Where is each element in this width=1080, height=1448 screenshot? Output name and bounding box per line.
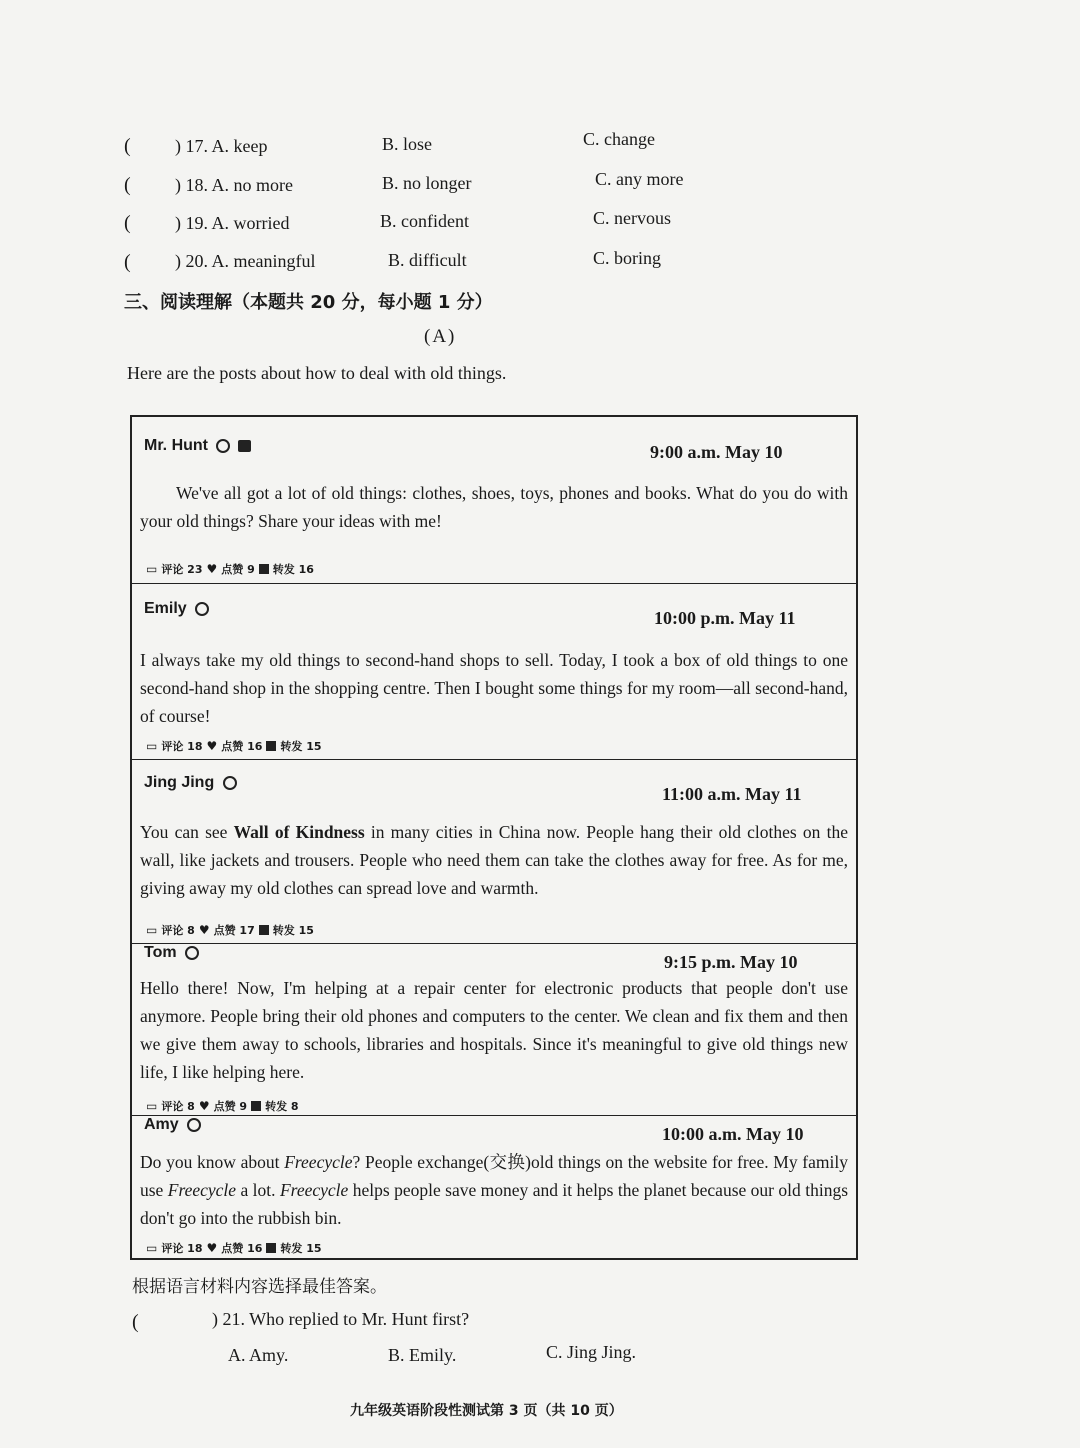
post-body: We've all got a lot of old things: clothes, shoes, toys, phones and books. What do you do with your old things? Share your ideas with me! — [140, 483, 848, 531]
body-text: Do you know about — [140, 1152, 285, 1172]
like-count: 点赞 9 — [221, 563, 255, 576]
body-text: You can see — [140, 822, 234, 842]
q19 — [124, 212, 131, 235]
share-icon — [266, 741, 276, 751]
comment-icon: ▭ — [146, 1099, 158, 1113]
body-text: helps people save money and it helps the planet because our old things don't go into the rubbish bin. — [140, 1180, 849, 1228]
q21-option-b: B. Emily. — [388, 1345, 457, 1365]
share-count: 转发 16 — [272, 563, 314, 576]
heart-icon: ♥ — [206, 1241, 218, 1255]
post-amy — [132, 1115, 856, 1258]
bag-icon — [238, 440, 251, 452]
like-count: 点赞 17 — [213, 924, 255, 937]
smiley-icon — [216, 439, 230, 453]
smiley-icon — [185, 946, 199, 960]
smiley-icon — [187, 1118, 201, 1132]
q19-option-a: ) 19. A. worried — [175, 213, 290, 233]
share-icon — [259, 564, 269, 574]
comment-icon: ▭ — [146, 1241, 158, 1255]
share-count: 转发 15 — [280, 740, 322, 753]
author-name: Emily — [144, 600, 187, 617]
post-time: 11:00 a.m. May 11 — [662, 784, 802, 804]
post-stats — [146, 1098, 299, 1114]
post-body: Hello there! Now, I'm helping at a repair center for electronic products that people don't use anymore. People bring their old phones and computers to the center. We clean and fix them and then we give them away to schools, libraries and hospitals. Since it's meaningful to give old things new life, I like helping here. — [140, 978, 848, 1082]
post-body: I always take my old things to second-hand shops to sell. Today, I took a box of old things to one second-hand shop in the shopping centre. Then I bought some things for my room—all second-hand, of course! — [140, 650, 848, 726]
comment-count: 评论 18 — [161, 1242, 203, 1255]
smiley-icon — [223, 776, 237, 790]
post-stats — [146, 561, 314, 577]
share-count: 转发 15 — [272, 924, 314, 937]
author-name: Tom — [144, 944, 177, 961]
comment-count: 评论 8 — [161, 1100, 195, 1113]
answer-paren: ( — [124, 174, 131, 196]
post-time: 9:00 a.m. May 10 — [650, 442, 783, 462]
post-time: 10:00 p.m. May 11 — [654, 608, 796, 628]
post-tom — [132, 943, 856, 1115]
heart-icon: ♥ — [198, 1099, 210, 1113]
q17-option-a: ) 17. A. keep — [175, 136, 268, 156]
passage-label: (A) — [424, 326, 457, 347]
posts-box — [130, 415, 858, 1260]
post-author — [144, 944, 199, 962]
heart-icon: ♥ — [206, 562, 218, 576]
q21-option-c: C. Jing Jing. — [546, 1342, 637, 1362]
share-icon — [259, 925, 269, 935]
freecycle-term: Freecycle — [284, 1152, 353, 1172]
comment-icon: ▭ — [146, 562, 158, 576]
q18 — [124, 174, 131, 197]
q19-option-c: C. nervous — [593, 208, 671, 228]
post-stats — [146, 738, 322, 754]
post-jing-jing — [132, 759, 856, 943]
q19-option-b: B. confident — [380, 211, 469, 231]
section-title: 三、阅读理解（本题共 20 分，每小题 1 分） — [124, 292, 493, 313]
author-name: Mr. Hunt — [144, 437, 208, 454]
q18-option-b: B. no longer — [382, 173, 472, 193]
post-author — [144, 774, 237, 792]
like-count: 点赞 16 — [221, 1242, 263, 1255]
comment-count: 评论 23 — [161, 563, 203, 576]
share-icon — [251, 1101, 261, 1111]
heart-icon: ♥ — [198, 923, 210, 937]
freecycle-term: Freecycle — [279, 1180, 349, 1200]
q17 — [124, 135, 131, 158]
body-text: ? People exchange(交换)old things on the website for free. My family use — [140, 1152, 848, 1200]
q18-option-a: ) 18. A. no more — [175, 175, 293, 195]
author-name: Amy — [144, 1116, 179, 1133]
post-body — [140, 818, 848, 902]
q20-option-c: C. boring — [593, 248, 662, 268]
q21-paren — [132, 1311, 139, 1334]
q21-stem: ) 21. Who replied to Mr. Hunt first? — [212, 1309, 470, 1329]
comment-icon: ▭ — [146, 739, 158, 753]
body-text: in many cities in China now. People hang their old clothes on the wall, like jackets and trousers. People who need them can take the clothes away for free. As for me, giving away my old clothes can spread love and warmth. — [140, 822, 848, 898]
heart-icon: ♥ — [206, 739, 218, 753]
smiley-icon — [195, 602, 209, 616]
post-stats — [146, 922, 314, 938]
post-emily — [132, 583, 856, 759]
body-text: a lot. — [236, 1180, 280, 1200]
q20-option-a: ) 20. A. meaningful — [175, 251, 316, 271]
answer-paren: ( — [124, 251, 131, 273]
comment-count: 评论 8 — [161, 924, 195, 937]
comment-icon: ▭ — [146, 923, 158, 937]
author-name: Jing Jing — [144, 774, 215, 791]
q21-option-a: A. Amy. — [228, 1345, 289, 1365]
post-mr-hunt — [132, 417, 856, 583]
share-icon — [266, 1243, 276, 1253]
q17-option-c: C. change — [583, 129, 655, 149]
answer-paren: ( — [132, 1311, 139, 1333]
freecycle-term: Freecycle — [167, 1180, 237, 1200]
share-count: 转发 8 — [265, 1100, 299, 1113]
page-footer: 九年级英语阶段性测试第 3 页（共 10 页） — [350, 1403, 623, 1419]
post-author — [144, 1116, 201, 1134]
comment-count: 评论 18 — [161, 740, 203, 753]
post-author — [144, 437, 251, 455]
q17-option-b: B. lose — [382, 134, 433, 154]
post-time: 9:15 p.m. May 10 — [664, 952, 798, 972]
like-count: 点赞 9 — [213, 1100, 248, 1113]
q18-option-c: C. any more — [595, 169, 684, 189]
q20-option-b: B. difficult — [388, 250, 467, 270]
post-time: 10:00 a.m. May 10 — [662, 1124, 804, 1144]
post-stats — [146, 1240, 322, 1256]
answer-paren: ( — [124, 212, 131, 234]
wall-of-kindness: Wall of Kindness — [233, 822, 365, 842]
passage-intro: Here are the posts about how to deal with old things. — [127, 363, 507, 383]
post-author — [144, 600, 209, 618]
q20 — [124, 251, 131, 274]
reading-instruction: 根据语言材料内容选择最佳答案。 — [132, 1277, 387, 1297]
post-body — [140, 1148, 848, 1232]
like-count: 点赞 16 — [221, 740, 263, 753]
answer-paren: ( — [124, 135, 131, 157]
share-count: 转发 15 — [280, 1242, 322, 1255]
